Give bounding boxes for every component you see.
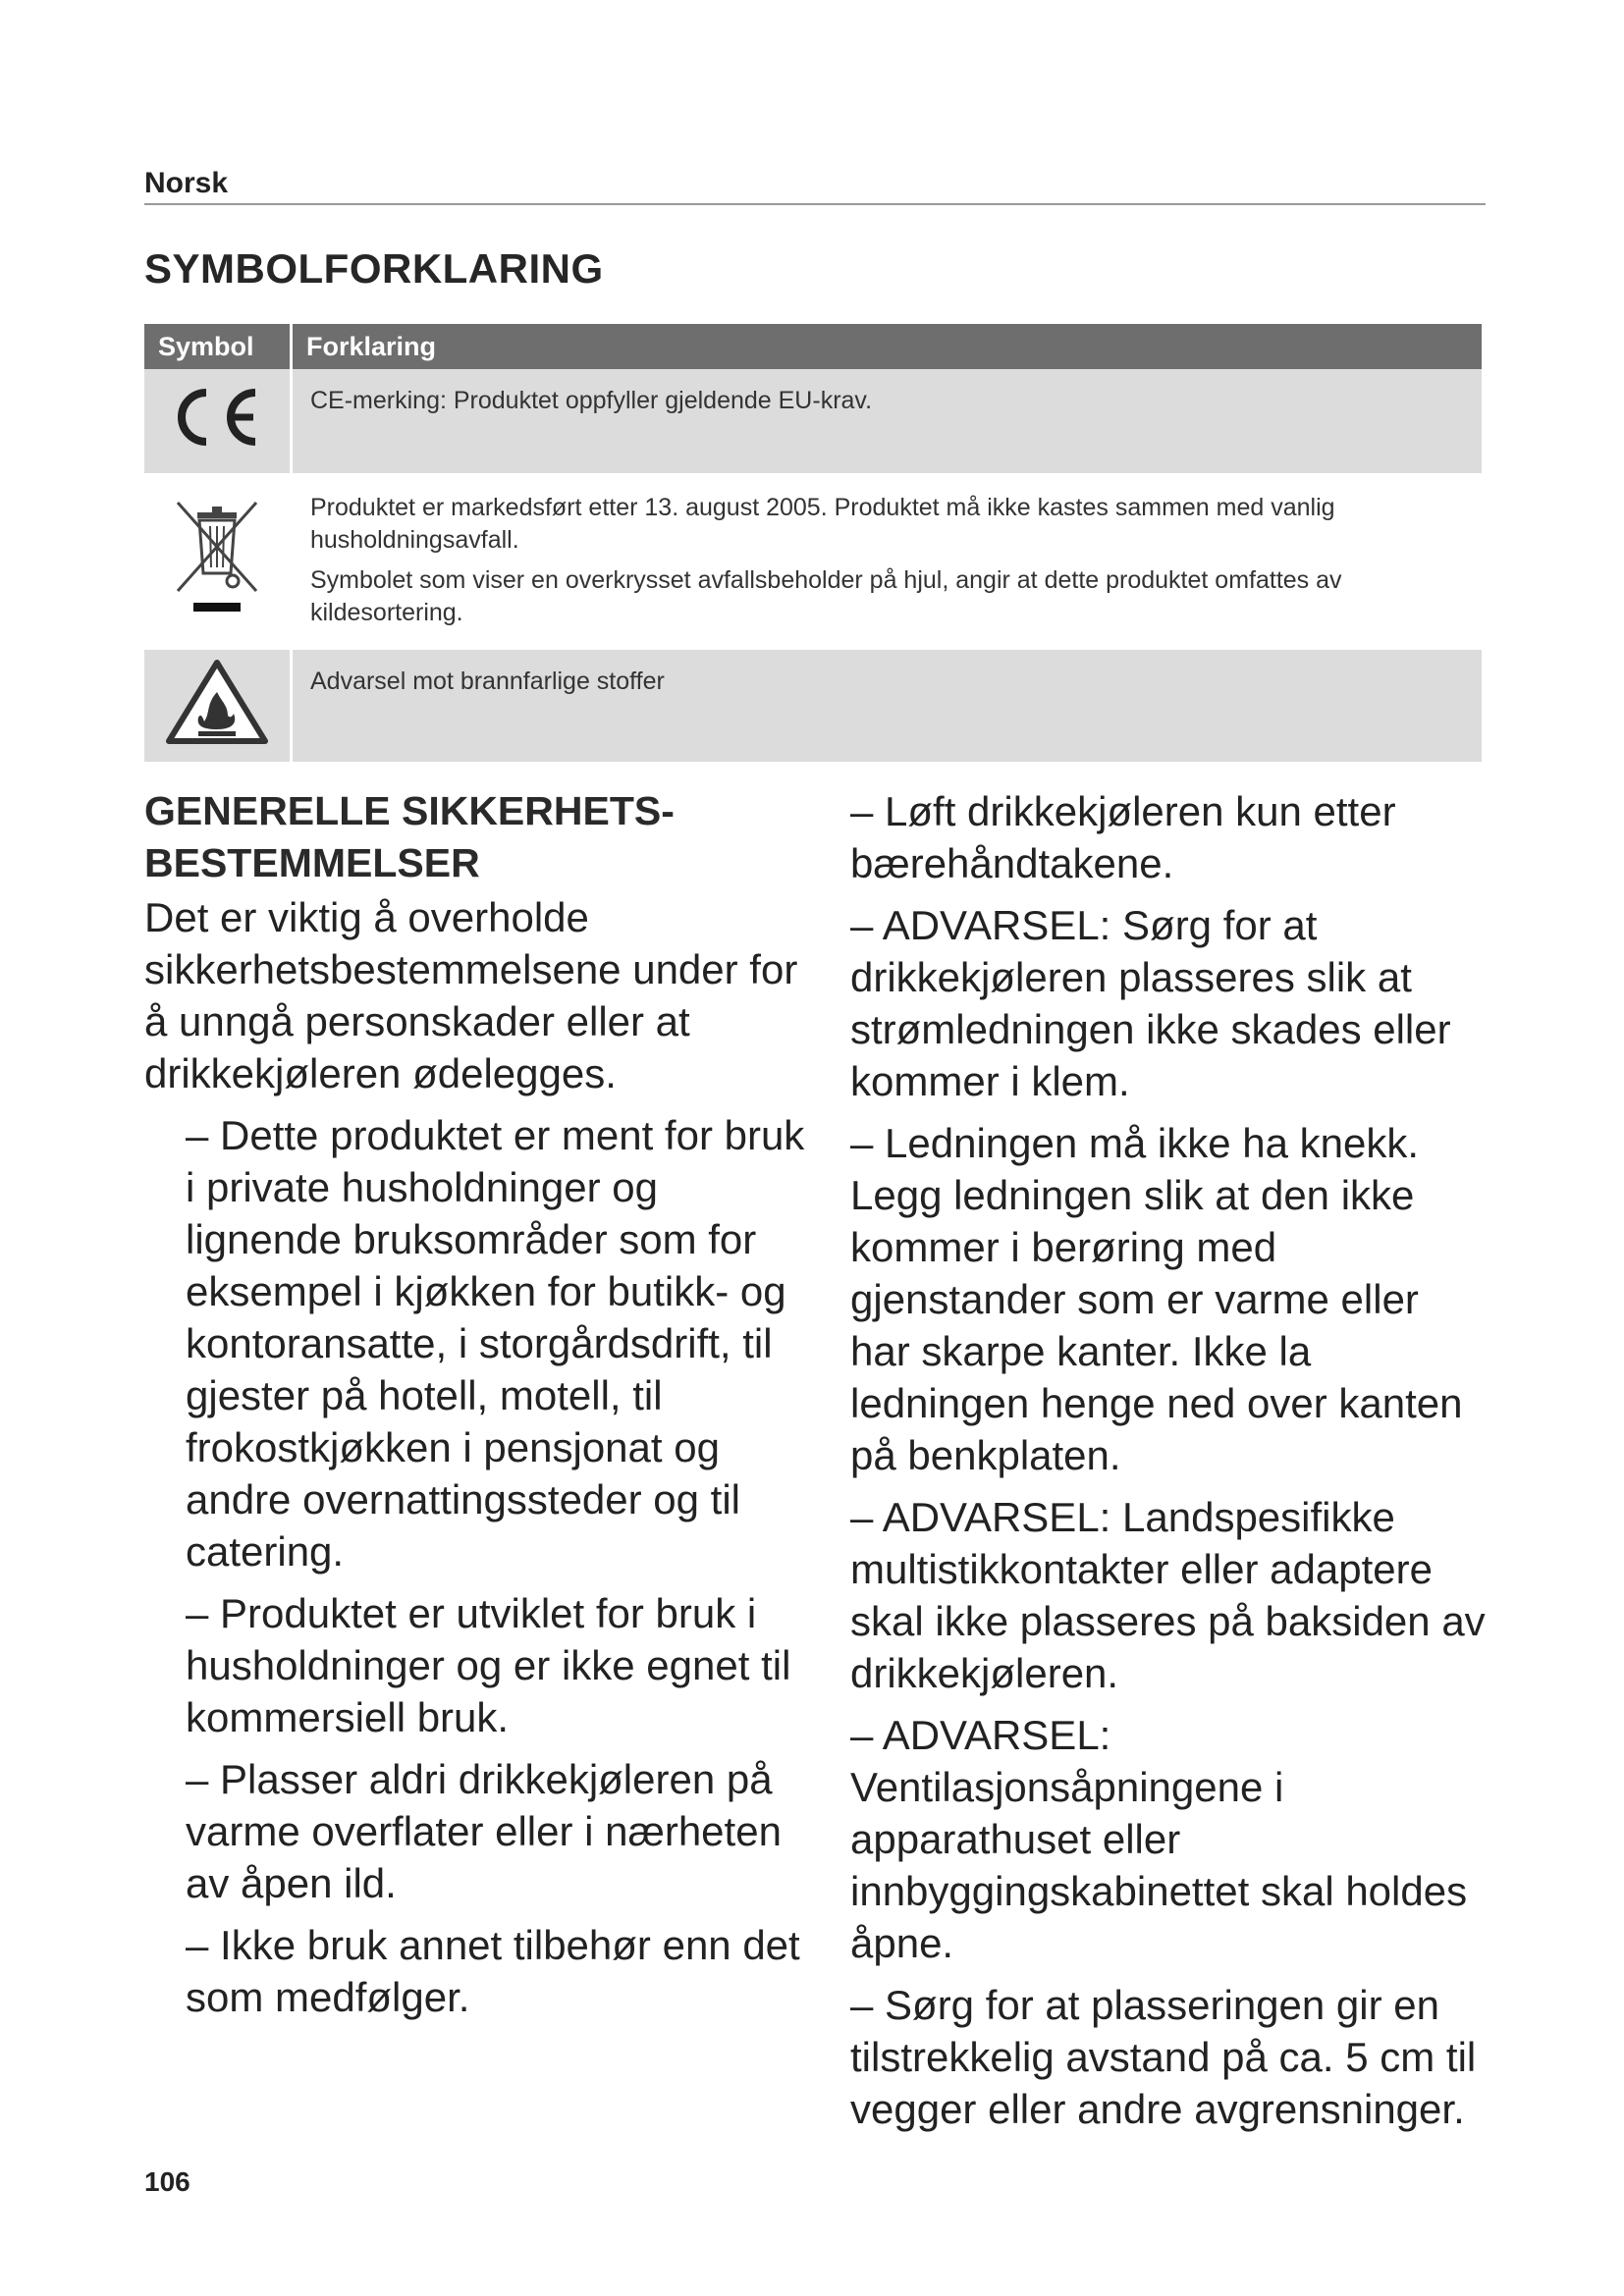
safety-bullet: – Ledningen må ikke ha knekk. Legg ledningen slik at den ikke kommer i berøring med gjenstander som er varme eller har skarpe kanter. Ikke la ledningen henge ned over kanten på benkplaten.	[850, 1120, 1463, 1478]
flammable-warning-icon	[163, 725, 271, 753]
page-number: 106	[144, 2166, 190, 2197]
crossed-out-wheelie-bin-icon	[168, 597, 266, 624]
explanation-text: Produktet er markedsført etter 13. august 2005. Produktet må ikke kastes sammen med vanlig husholdningsavfall.	[310, 494, 1335, 554]
safety-section-title	[144, 785, 812, 889]
safety-title-line: BESTEMMELSER	[144, 840, 480, 885]
safety-bullet: – Løft drikkekjøleren kun etter bærehåndtakene.	[850, 788, 1396, 886]
header-divider	[144, 203, 1486, 205]
left-column	[144, 785, 812, 2033]
symbol-table	[144, 324, 1482, 762]
explanation-cell	[293, 473, 1482, 647]
symbol-table-row	[144, 647, 1482, 762]
safety-intro: Det er viktig å overholde sikkerhetsbestemmelsene under for å unngå personskader eller at drikkekjøleren ødelegges.	[144, 894, 798, 1096]
symbol-cell	[144, 647, 293, 762]
ce-mark-icon	[163, 430, 271, 457]
safety-bullet: – Produktet er utviklet for bruk i husholdninger og er ikke egnet til kommersiell bruk.	[186, 1590, 791, 1740]
safety-bullet: – Plasser aldri drikkekjøleren på varme overflater eller i nærheten av åpen ild.	[186, 1756, 782, 1906]
page-language-label: Norsk	[144, 167, 229, 199]
symbol-cell	[144, 473, 293, 647]
explanation-column-header: Forklaring	[293, 324, 1482, 369]
explanation-cell	[293, 369, 1482, 473]
explanation-text: Symbolet som viser en overkrysset avfallsbeholder på hjul, angir at dette produktet omfattes av kildesortering.	[310, 566, 1342, 626]
safety-bullet: – Ikke bruk annet tilbehør enn det som medfølger.	[186, 1922, 800, 2020]
explanation-cell	[293, 647, 1482, 762]
symbols-section-title: SYMBOLFORKLARING	[144, 245, 604, 292]
safety-bullet: – Sørg for at plasseringen gir en tilstrekkelig avstand på ca. 5 cm til vegger eller andre avgrensninger.	[850, 1982, 1477, 2132]
symbol-table-row	[144, 473, 1482, 647]
right-column	[850, 785, 1489, 2145]
safety-bullet: – Dette produktet er ment for bruk i private husholdninger og lignende bruksområder som for eksempel i kjøkken for butikk- og kontoransatte, i storgårdsdrift, til gjester på hotell, motell, til frokostkjøkken i pensjonat og andre overnattingssteder og til catering.	[186, 1112, 805, 1575]
symbol-cell	[144, 369, 293, 473]
safety-bullet: – ADVARSEL: Sørg for at drikkekjøleren plasseres slik at strømledningen ikke skades eller kommer i klem.	[850, 902, 1451, 1104]
symbol-table-header	[144, 324, 1482, 369]
explanation-text: Advarsel mot brannfarlige stoffer	[310, 667, 665, 695]
safety-bullet: – ADVARSEL: Ventilasjonsåpningene i apparathuset eller innbyggingskabinettet skal holdes åpne.	[850, 1712, 1468, 1966]
symbol-table-row	[144, 369, 1482, 473]
symbol-column-header: Symbol	[144, 324, 293, 369]
safety-bullet: – ADVARSEL: Landspesifikke multistikkontakter eller adaptere skal ikke plasseres på baksiden av drikkekjøleren.	[850, 1494, 1486, 1696]
safety-title-line: GENERELLE SIKKERHETS-	[144, 788, 675, 833]
explanation-text: CE-merking: Produktet oppfyller gjeldende EU-krav.	[310, 387, 873, 414]
